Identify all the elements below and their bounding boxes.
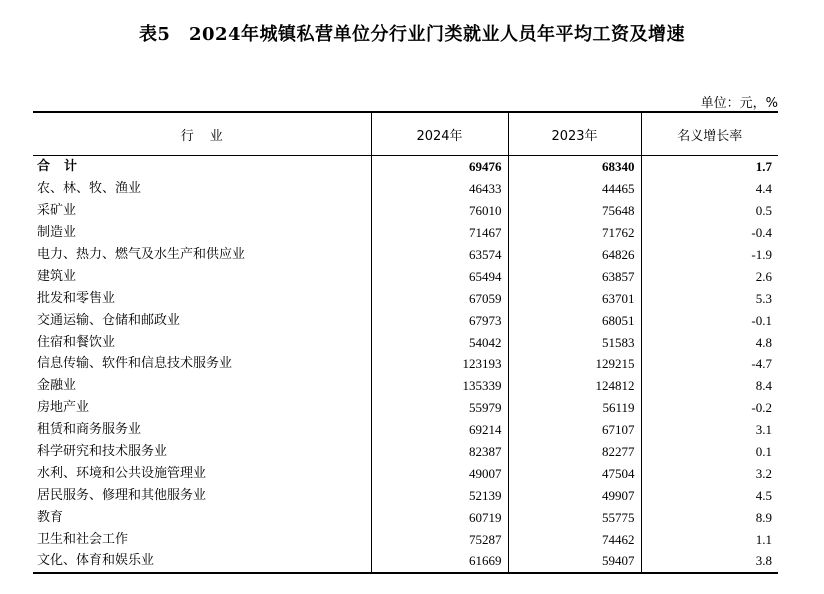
value-2023: 71762 [508,222,641,244]
growth-rate: -0.4 [641,222,778,244]
value-2024: 67973 [371,309,508,331]
table-row [33,178,778,200]
value-2024: 55979 [371,397,508,419]
growth-rate: 0.5 [641,200,778,222]
growth-rate: 2.6 [641,265,778,287]
value-2023: 68051 [508,309,641,331]
wage-table [33,111,778,574]
value-2024: 123193 [371,353,508,375]
table-row [33,287,778,309]
header-2024: 2024年 [371,112,508,156]
value-2024: 135339 [371,375,508,397]
value-2024: 82387 [371,441,508,463]
value-2024: 54042 [371,331,508,353]
table-row [33,506,778,528]
value-2024: 69214 [371,419,508,441]
total-label: 合计 [37,159,92,175]
value-2023: 56119 [508,397,641,419]
unit-label: 单位：元，% [700,96,778,111]
industry-name: 居民服务、修理和其他服务业 [37,487,207,503]
value-2024: 76010 [371,200,508,222]
industry-name: 建筑业 [37,268,77,284]
industry-name: 水利、环境和公共设施管理业 [37,465,207,481]
table-row [33,375,778,397]
total-2023: 68340 [508,156,641,178]
value-2024: 52139 [371,484,508,506]
table-row [33,331,778,353]
value-2023: 129215 [508,353,641,375]
growth-rate: 3.8 [641,550,778,573]
growth-rate: -4.7 [641,353,778,375]
growth-rate: 4.8 [641,331,778,353]
header-row [33,112,778,156]
total-2024: 69476 [371,156,508,178]
industry-name: 制造业 [37,225,77,241]
table-row [33,222,778,244]
industry-name: 教育 [37,509,64,525]
industry-name: 卫生和社会工作 [37,531,129,547]
value-2023: 51583 [508,331,641,353]
value-2023: 47504 [508,462,641,484]
table-row [33,441,778,463]
growth-rate: -0.1 [641,309,778,331]
industry-name: 租赁和商务服务业 [37,422,142,438]
growth-rate: 3.1 [641,419,778,441]
growth-rate: 4.4 [641,178,778,200]
industry-name: 电力、热力、燃气及水生产和供应业 [37,247,246,262]
value-2023: 74462 [508,528,641,550]
table-row [33,353,778,375]
growth-rate: 4.5 [641,484,778,506]
table-row [33,484,778,506]
value-2023: 49907 [508,484,641,506]
table-row [33,462,778,484]
growth-rate: 8.9 [641,506,778,528]
value-2024: 65494 [371,265,508,287]
header-2023: 2023年 [508,112,641,156]
table-row [33,550,778,573]
industry-name: 文化、体育和娱乐业 [37,553,155,569]
table-row [33,528,778,550]
growth-rate: 1.1 [641,528,778,550]
value-2023: 63701 [508,287,641,309]
growth-rate: 3.2 [641,462,778,484]
header-industry: 行业 [180,128,239,144]
growth-rate: 5.3 [641,287,778,309]
growth-rate: -0.2 [641,397,778,419]
value-2023: 82277 [508,441,641,463]
value-2023: 59407 [508,550,641,573]
value-2024: 63574 [371,244,508,266]
industry-name: 房地产业 [37,400,90,416]
industry-name: 科学研究和技术服务业 [37,444,168,460]
table-row-total [33,156,778,178]
industry-name: 农、林、牧、渔业 [37,181,142,197]
value-2023: 124812 [508,375,641,397]
industry-name: 批发和零售业 [37,290,116,306]
value-2024: 49007 [371,462,508,484]
value-2023: 75648 [508,200,641,222]
value-2024: 71467 [371,222,508,244]
industry-name: 采矿业 [37,203,77,219]
value-2024: 75287 [371,528,508,550]
value-2024: 67059 [371,287,508,309]
value-2023: 44465 [508,178,641,200]
value-2023: 63857 [508,265,641,287]
table-row [33,397,778,419]
header-growth: 名义增长率 [641,112,778,156]
growth-rate: 8.4 [641,375,778,397]
value-2023: 67107 [508,419,641,441]
industry-name: 金融业 [37,378,77,394]
total-growth: 1.7 [641,156,778,178]
table-row [33,244,778,266]
value-2024: 46433 [371,178,508,200]
value-2024: 61669 [371,550,508,573]
growth-rate: 0.1 [641,441,778,463]
value-2023: 55775 [508,506,641,528]
industry-name: 交通运输、仓储和邮政业 [37,312,181,328]
table-row [33,309,778,331]
table-row [33,200,778,222]
industry-name: 信息传输、软件和信息技术服务业 [37,356,233,372]
industry-name: 住宿和餐饮业 [37,334,116,350]
table-title: 表5 2024年城镇私营单位分行业门类就业人员年平均工资及增速 [138,24,686,45]
value-2023: 64826 [508,244,641,266]
growth-rate: -1.9 [641,244,778,266]
table-row [33,265,778,287]
table-row [33,419,778,441]
value-2024: 60719 [371,506,508,528]
